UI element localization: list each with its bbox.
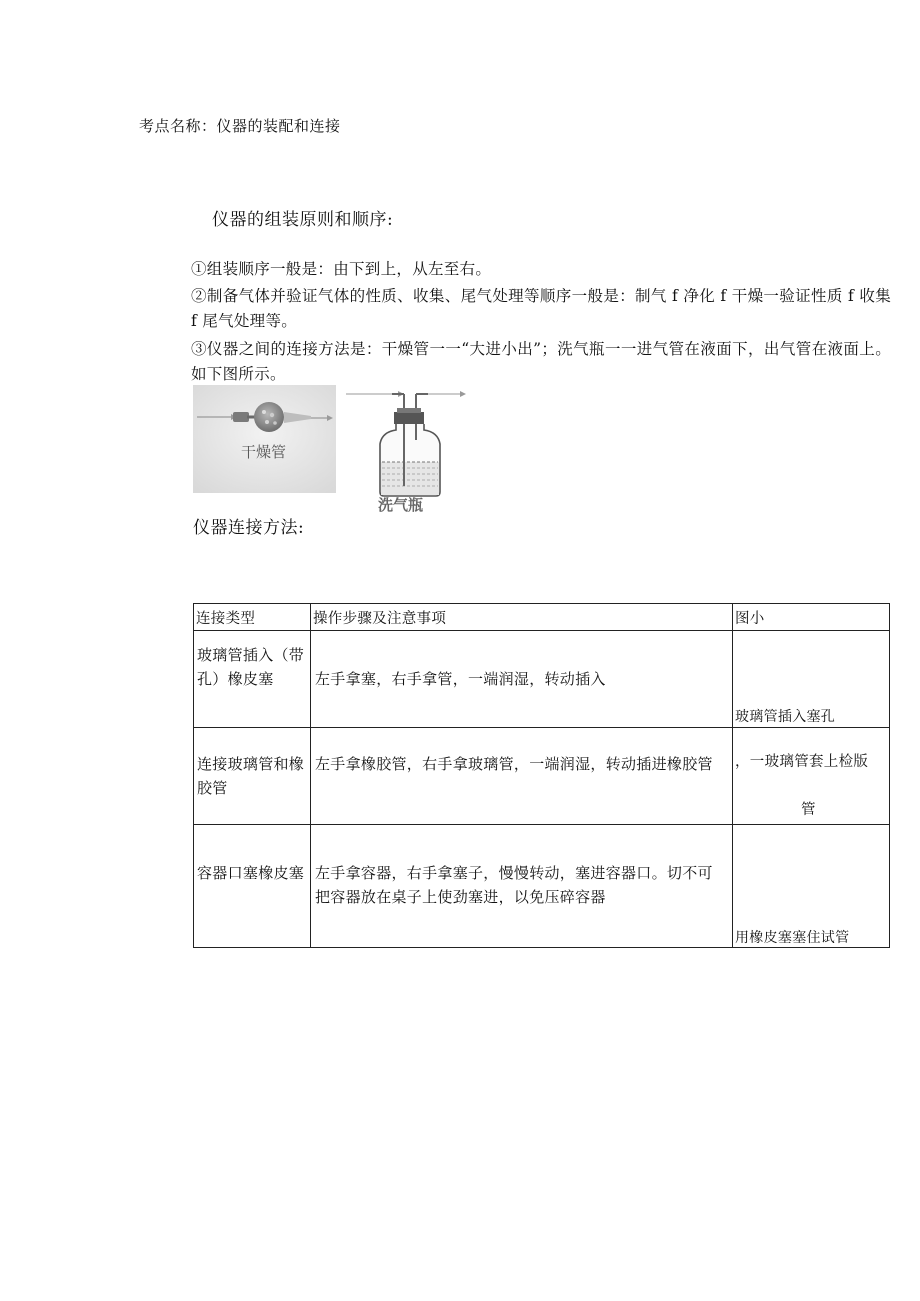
table-row [194,631,890,728]
connection-type: 容器口塞橡皮塞 [197,864,305,882]
rule-item-3: ③仪器之间的连接方法是：干燥管一一“大进小出”；洗气瓶一一进气管在液面下，出气管在液面上。如下图所示。 [191,340,891,383]
header-cell-figure [733,604,890,631]
rule-item-1: ①组装顺序一般是：由下到上，从左至右。 [191,260,492,278]
figure-cell [733,825,890,948]
gas-washing-bottle-illustration [342,382,474,512]
connection-methods-table [193,603,890,948]
gas-washing-bottle-label: 洗气瓶 [378,496,424,512]
section-heading-connection: 仪器连接方法: [193,518,305,538]
connection-type: 玻璃管插入（带孔）橡皮塞 [197,646,305,688]
figure-cell [733,631,890,728]
drying-tube-illustration [193,385,336,493]
type-cell [194,631,311,728]
topic-title: 考点名称：仪器的装配和连接 [139,117,341,135]
type-cell [194,825,311,948]
steps-cell [311,631,733,728]
figure-caption: 用橡皮塞塞住试管 [735,930,850,946]
figure-caption-continued: 管 [801,802,816,818]
header-label-steps: 操作步骤及注意事项 [313,611,447,627]
connection-type: 连接玻璃管和橡胶管 [197,755,305,797]
header-label-figure: 图小 [735,611,765,627]
steps-text: 左手拿塞，右手拿管，一端润湿，转动插入 [315,670,606,688]
header-label-type: 连接类型 [196,611,256,627]
drying-tube-label: 干燥管 [241,443,287,461]
drying-tube-figure [193,385,336,493]
steps-text: 左手拿容器，右手拿塞子，慢慢转动，塞进容器口。切不可把容器放在桌子上使劲塞进，以免压碎容器 [315,864,713,906]
type-cell [194,728,311,825]
table-row [194,825,890,948]
steps-cell [311,825,733,948]
rule-item-2: ②制备气体并验证气体的性质、收集、尾气处理等顺序一般是：制气 f 净化 f 干燥一验证性质 f 收集 f 尾气处理等。 [191,287,891,330]
header-cell-steps [311,604,733,631]
steps-text: 左手拿橡胶管，右手拿玻璃管，一端润湿，转动插进橡胶管 [315,755,713,773]
steps-cell [311,728,733,825]
section-heading-assembly: 仪器的组装原则和顺序: [212,210,394,230]
figure-caption: ，一玻璃管套上检版 [735,754,869,770]
header-cell-type [194,604,311,631]
figure-caption: 玻璃管插入塞孔 [735,709,836,725]
table-row [194,728,890,825]
table-header-row [194,604,890,631]
figure-cell [733,728,890,825]
gas-washing-bottle-figure [342,382,474,512]
